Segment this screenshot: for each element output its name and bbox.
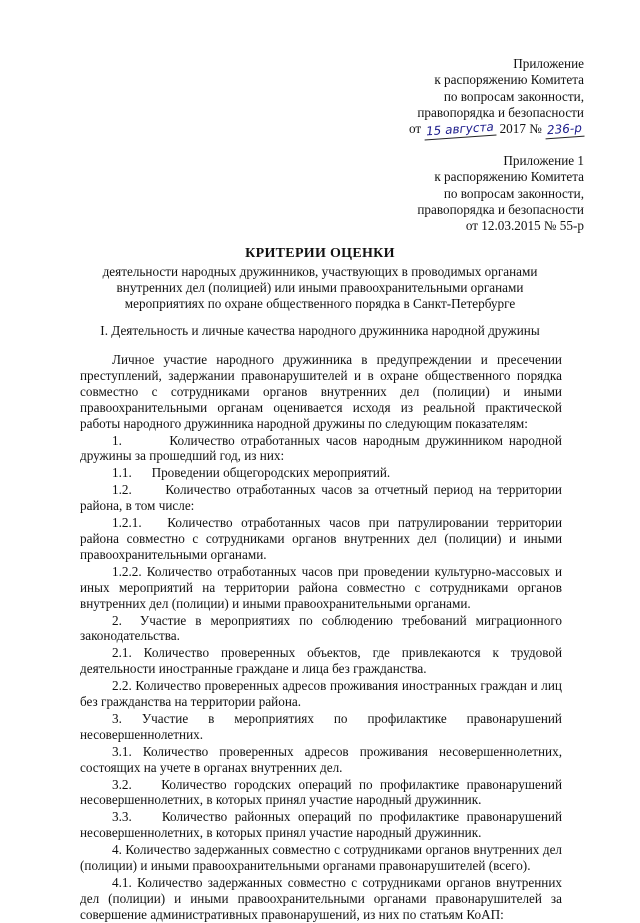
appendix-block-1 bbox=[417, 153, 584, 234]
paragraph: 3.2. Количество городских операций по профилактике правонарушений несовершеннолетних, в которых принял участие народный дружинник. bbox=[80, 776, 562, 808]
paragraph: 2.1. Количество проверенных объектов, где привлекаются к трудовой деятельности иностранные граждане и лица без гражданства. bbox=[80, 645, 562, 677]
handwritten-number: 236-р bbox=[545, 120, 585, 140]
paragraph: 1.2. Количество отработанных часов за отчетный период на территории района, в том числе: bbox=[80, 482, 562, 514]
handwritten-date: 15 августа bbox=[424, 119, 497, 141]
paragraph: 3.3. Количество районных операций по профилактике правонарушений несовершеннолетних, в которых принял участие народный дружинник. bbox=[80, 809, 562, 841]
document-title: КРИТЕРИИ ОЦЕНКИ bbox=[245, 246, 395, 261]
paragraph: Личное участие народного дружинника в предупреждении и пресечении преступлений, задержании правонарушителей и в охране общественного порядка совместно с сотрудниками органов внутренних дел (полиции) и иными правоохранительными органам оценивается исходя из реальной практической работы народного дружинника народной дружины по следующим показателям: bbox=[80, 352, 562, 431]
appendix-block-top bbox=[409, 56, 584, 138]
paragraph: 2. Участие в мероприятиях по соблюдению требований миграционного законодательства. bbox=[80, 612, 562, 644]
appendix-line: к распоряжению Комитета bbox=[434, 72, 584, 88]
document-subtitle: деятельности народных дружинников, участвующих в проводимых органами внутренних дел (полицией) или иными правоохранительными органами мероприятиях по охране общественного порядка в Санкт-Петербурге bbox=[102, 264, 538, 312]
paragraph: 1.2.1. Количество отработанных часов при патрулировании территории района совместно с сотрудниками органов внутренних дел (полиции) и иными правоохранительными органами. bbox=[80, 515, 562, 562]
paragraph: 1.1. Проведении общегородских мероприятий. bbox=[112, 465, 391, 481]
paragraph: 4.1. Количество задержанных совместно с сотрудниками органов внутренних дел (полиции) и иными правоохранительными органами правонарушителей за совершение административных правонарушений, из них по статьям КоАП: bbox=[80, 875, 562, 922]
paragraph: 1. Количество отработанных часов народным дружинником народной дружины за прошедший год, из них: bbox=[80, 432, 562, 464]
date-mid: 2017 № bbox=[499, 121, 542, 137]
date-prefix: от bbox=[408, 121, 422, 137]
appendix-line: от 12.03.2015 № 55-р bbox=[465, 218, 584, 234]
appendix-date-line bbox=[409, 121, 584, 138]
paragraph: 3. Участие в мероприятиях по профилактике правонарушений несовершеннолетних. bbox=[80, 710, 562, 742]
appendix-line: Приложение bbox=[513, 56, 584, 71]
section-heading: I. Деятельность и личные качества народного дружинника народной дружины bbox=[100, 323, 540, 338]
appendix-line: к распоряжению Комитета bbox=[434, 169, 584, 185]
appendix-line: по вопросам законности, bbox=[443, 88, 584, 104]
appendix-line: правопорядка и безопасности bbox=[417, 201, 584, 217]
document-body bbox=[80, 352, 562, 923]
appendix-line: по вопросам законности, bbox=[443, 185, 584, 201]
appendix-line: Приложение 1 bbox=[503, 153, 584, 168]
paragraph: 1.2.2. Количество отработанных часов при проведении культурно-массовых и иных мероприятий на территории района совместно с сотрудниками органов внутренних дел (полиции) и иными правоохранительными органами. bbox=[80, 563, 562, 611]
appendix-line: правопорядка и безопасности bbox=[417, 104, 584, 120]
paragraph: 2.2. Количество проверенных адресов проживания иностранных граждан и лиц без гражданства на территории района. bbox=[80, 678, 562, 710]
paragraph: 4. Количество задержанных совместно с сотрудниками органов внутренних дел (полиции) и иными правоохранительными органами правонарушителей (всего). bbox=[80, 842, 562, 874]
paragraph: 3.1. Количество проверенных адресов проживания несовершеннолетних, состоящих на учете в органах внутренних дел. bbox=[80, 743, 562, 775]
